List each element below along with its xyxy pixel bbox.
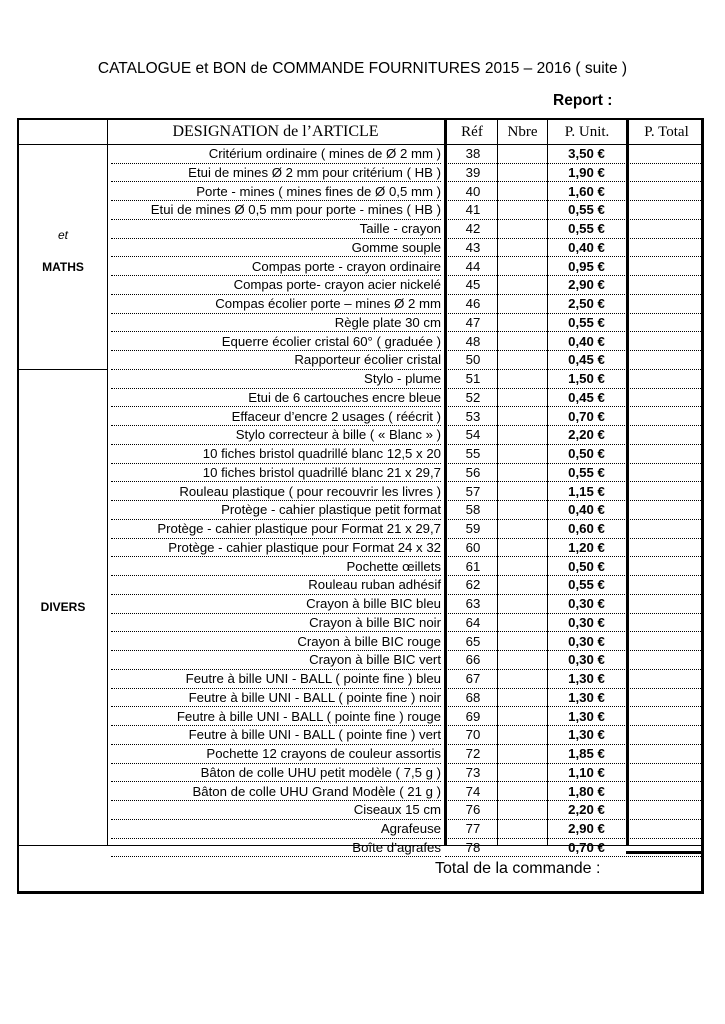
table-row <box>19 539 701 558</box>
article-designation: Règle plate 30 cm <box>111 314 441 333</box>
table-row <box>19 201 701 220</box>
table-row <box>19 314 701 333</box>
article-designation: Rouleau ruban adhésif <box>111 576 441 595</box>
article-ref: 48 <box>465 333 481 349</box>
article-ref: 45 <box>465 277 481 293</box>
table-row <box>19 783 701 802</box>
table-row <box>19 408 701 427</box>
article-ref: 39 <box>465 164 481 180</box>
article-unit-price: 1,30 € <box>568 671 605 686</box>
article-ref: 72 <box>465 746 481 761</box>
article-unit-price: 1,50 € <box>568 371 605 386</box>
article-ref: 38 <box>465 146 481 161</box>
article-ref: 44 <box>465 258 481 274</box>
article-designation: Crayon à bille BIC bleu <box>111 595 441 614</box>
table-row <box>19 745 701 764</box>
table-row <box>19 426 701 445</box>
table-row <box>19 633 701 652</box>
article-designation: Etui de mines Ø 2 mm pour critérium ( HB ) <box>111 164 441 183</box>
category-divers: DIVERS <box>40 600 86 614</box>
total-bar <box>626 851 703 854</box>
table-row <box>19 801 701 820</box>
article-unit-price: 0,40 € <box>568 239 605 255</box>
article-ref: 41 <box>465 202 481 218</box>
article-unit-price: 1,80 € <box>568 783 605 799</box>
article-designation: Compas porte - crayon ordinaire <box>111 258 441 277</box>
article-ref: 68 <box>465 689 481 705</box>
article-unit-price: 2,20 € <box>568 802 605 818</box>
article-unit-price: 0,45 € <box>568 352 605 368</box>
article-unit-price: 0,50 € <box>568 558 605 574</box>
table-row <box>19 333 701 352</box>
article-unit-price: 1,15 € <box>568 483 605 499</box>
article-unit-price: 0,95 € <box>568 258 605 274</box>
table-row <box>19 239 701 258</box>
article-designation: Feutre à bille UNI - BALL ( pointe fine ) vert <box>111 726 441 745</box>
article-unit-price: 1,30 € <box>568 708 605 724</box>
article-designation: Feutre à bille UNI - BALL ( pointe fine ) rouge <box>111 708 441 727</box>
article-designation: Pochette œillets <box>111 558 441 577</box>
article-designation: 10 fiches bristol quadrillé blanc 12,5 x 20 <box>111 445 441 464</box>
article-ref: 77 <box>465 821 481 836</box>
table-row <box>19 820 701 839</box>
article-ref: 66 <box>465 652 481 668</box>
table-row <box>19 726 701 745</box>
article-designation: Protège - cahier plastique pour Format 24 x 32 <box>111 539 441 558</box>
article-ref: 54 <box>465 427 481 443</box>
article-ref: 50 <box>465 352 481 368</box>
article-designation: Feutre à bille UNI - BALL ( pointe fine ) noir <box>111 689 441 708</box>
table-row <box>19 483 701 502</box>
article-unit-price: 3,50 € <box>568 146 605 161</box>
article-unit-price: 2,50 € <box>568 296 605 311</box>
article-designation: Stylo - plume <box>111 370 441 389</box>
article-ref: 57 <box>465 483 481 499</box>
article-unit-price: 0,45 € <box>568 389 605 405</box>
article-ref: 42 <box>465 221 481 236</box>
article-designation: Crayon à bille BIC vert <box>111 651 441 670</box>
table-row <box>19 839 701 858</box>
table-row <box>19 389 701 408</box>
article-designation: Protège - cahier plastique petit format <box>111 501 441 520</box>
table-row <box>19 520 701 539</box>
order-table <box>17 118 704 894</box>
article-unit-price: 1,90 € <box>568 164 605 180</box>
article-ref: 56 <box>465 464 481 480</box>
article-designation: Compas écolier porte – mines Ø 2 mm <box>111 295 441 314</box>
article-designation: Etui de 6 cartouches encre bleue <box>111 389 441 408</box>
header-total-price: P. Total <box>644 124 689 140</box>
article-ref: 40 <box>465 183 481 199</box>
table-row <box>19 220 701 239</box>
article-ref: 47 <box>465 314 481 330</box>
article-ref: 59 <box>465 521 481 536</box>
article-unit-price: 0,70 € <box>568 839 605 855</box>
table-row <box>19 670 701 689</box>
article-unit-price: 1,30 € <box>568 727 605 743</box>
table-row <box>19 258 701 277</box>
article-designation: Taille - crayon <box>111 220 441 239</box>
article-designation: Etui de mines Ø 0,5 mm pour porte - mines ( HB ) <box>111 201 441 220</box>
article-designation: Feutre à bille UNI - BALL ( pointe fine ) bleu <box>111 670 441 689</box>
article-designation: Bâton de colle UHU petit modèle ( 7,5 g ) <box>111 764 441 783</box>
article-unit-price: 0,70 € <box>568 408 605 424</box>
article-ref: 43 <box>465 239 481 255</box>
article-unit-price: 1,60 € <box>568 183 605 199</box>
header-designation: DESIGNATION de l’ARTICLE <box>172 123 379 140</box>
article-designation: Equerre écolier cristal 60° ( graduée ) <box>111 333 441 352</box>
article-unit-price: 0,40 € <box>568 502 605 518</box>
table-row <box>19 595 701 614</box>
article-unit-price: 1,10 € <box>568 764 605 780</box>
article-designation: Crayon à bille BIC noir <box>111 614 441 633</box>
article-unit-price: 1,20 € <box>568 539 605 555</box>
table-row <box>19 445 701 464</box>
article-ref: 60 <box>465 539 481 555</box>
row-dotted-line <box>445 856 701 857</box>
article-ref: 70 <box>465 727 481 743</box>
table-row <box>19 501 701 520</box>
report-label: Report : <box>553 92 613 109</box>
table-row <box>19 295 701 314</box>
article-designation: Compas porte- crayon acier nickelé <box>111 276 441 295</box>
total-label: Total de la commande : <box>435 860 601 877</box>
article-ref: 73 <box>465 764 481 780</box>
article-unit-price: 0,30 € <box>568 652 605 668</box>
article-unit-price: 0,55 € <box>568 464 605 480</box>
article-ref: 46 <box>465 296 481 311</box>
article-unit-price: 0,30 € <box>568 596 605 611</box>
article-unit-price: 1,30 € <box>568 689 605 705</box>
article-ref: 65 <box>465 633 481 649</box>
article-ref: 69 <box>465 708 481 724</box>
article-ref: 61 <box>465 558 481 574</box>
article-ref: 62 <box>465 577 481 593</box>
article-ref: 63 <box>465 596 481 611</box>
table-row <box>19 558 701 577</box>
article-designation: Crayon à bille BIC rouge <box>111 633 441 652</box>
table-row <box>19 370 701 389</box>
article-ref: 52 <box>465 389 481 405</box>
category-maths-top: et <box>57 228 68 242</box>
table-row <box>19 276 701 295</box>
article-ref: 76 <box>465 802 481 818</box>
article-designation: Ciseaux 15 cm <box>111 801 441 820</box>
article-designation: Rapporteur écolier cristal <box>111 351 441 370</box>
page-title: CATALOGUE et BON de COMMANDE FOURNITURES 2015 – 2016 ( suite ) <box>97 60 628 77</box>
article-unit-price: 0,30 € <box>568 614 605 630</box>
table-row <box>19 689 701 708</box>
article-unit-price: 0,55 € <box>568 221 605 236</box>
article-designation: Bâton de colle UHU Grand Modèle ( 21 g ) <box>111 783 441 802</box>
article-designation: Gomme souple <box>111 239 441 258</box>
article-unit-price: 0,55 € <box>568 577 605 593</box>
article-designation: Protège - cahier plastique pour Format 21 x 29,7 <box>111 520 441 539</box>
table-row <box>19 614 701 633</box>
article-designation: Boîte d’agrafes <box>111 839 441 858</box>
article-unit-price: 0,60 € <box>568 521 605 536</box>
table-row <box>19 164 701 183</box>
table-row <box>19 651 701 670</box>
table-row <box>19 351 701 370</box>
article-ref: 51 <box>465 371 481 386</box>
article-designation: 10 fiches bristol quadrillé blanc 21 x 29,7 <box>111 464 441 483</box>
article-unit-price: 0,30 € <box>568 633 605 649</box>
article-ref: 58 <box>465 502 481 518</box>
table-row <box>19 708 701 727</box>
article-unit-price: 2,90 € <box>568 277 605 293</box>
article-unit-price: 1,85 € <box>568 746 605 761</box>
article-ref: 67 <box>465 671 481 686</box>
article-ref: 78 <box>465 839 481 855</box>
article-ref: 74 <box>465 783 481 799</box>
header-unit-price: P. Unit. <box>564 124 610 140</box>
category-maths: MATHS <box>42 260 84 274</box>
article-ref: 64 <box>465 614 481 630</box>
table-row <box>19 183 701 202</box>
article-unit-price: 0,55 € <box>568 314 605 330</box>
table-row <box>19 576 701 595</box>
article-ref: 55 <box>465 446 481 461</box>
header-nbre: Nbre <box>507 124 538 140</box>
article-designation: Rouleau plastique ( pour recouvrir les livres ) <box>111 483 441 502</box>
article-unit-price: 2,90 € <box>568 821 605 836</box>
article-designation: Stylo correcteur à bille ( « Blanc » ) <box>111 426 441 445</box>
article-unit-price: 0,55 € <box>568 202 605 218</box>
article-designation: Critérium ordinaire ( mines de Ø 2 mm ) <box>111 145 441 164</box>
table-row <box>19 145 701 164</box>
article-unit-price: 2,20 € <box>568 427 605 443</box>
article-ref: 53 <box>465 408 481 424</box>
article-designation: Porte - mines ( mines fines de Ø 0,5 mm ) <box>111 183 441 202</box>
table-row <box>19 764 701 783</box>
article-designation: Pochette 12 crayons de couleur assortis <box>111 745 441 764</box>
header-ref: Réf <box>461 124 483 140</box>
article-unit-price: 0,40 € <box>568 333 605 349</box>
table-row <box>19 464 701 483</box>
article-designation: Agrafeuse <box>111 820 441 839</box>
article-unit-price: 0,50 € <box>568 446 605 461</box>
article-designation: Effaceur d’encre 2 usages ( réécrit ) <box>111 408 441 427</box>
